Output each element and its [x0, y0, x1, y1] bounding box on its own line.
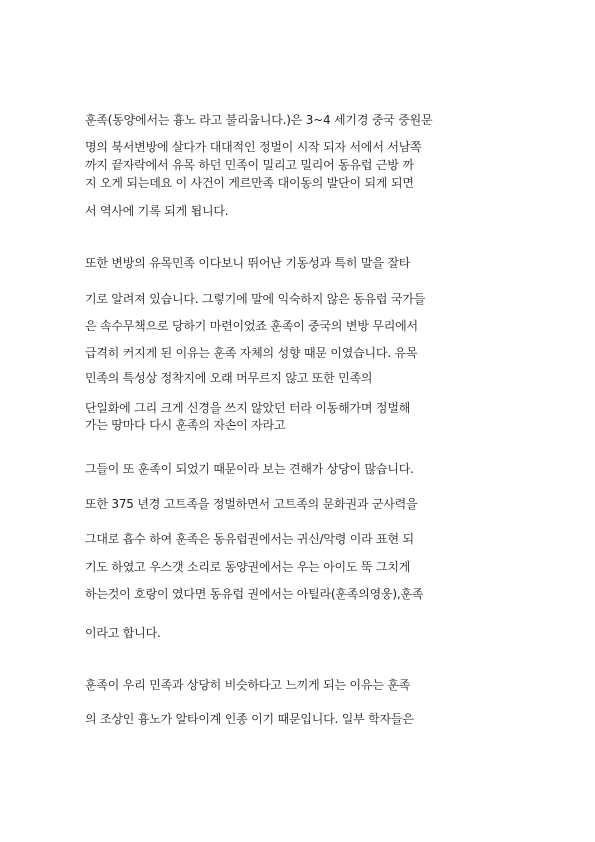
- text-line: 그대로 흡수 하여 훈족은 동유럽권에서는 귀신/악령 이라 표현 되: [85, 532, 414, 546]
- text-line: 기도 하였고 우스갯 소리로 동양권에서는 우는 아이도 뚝 그치게: [85, 560, 411, 574]
- text-line: 명의 북서변방에 살다가 대대적인 정벌이 시작 되자 서에서 서남쪽: [85, 140, 422, 154]
- text-line: 의 조상인 흉노가 알타이계 인종 이기 때문입니다. 일부 학자들은: [85, 712, 414, 726]
- text-line: 지 오게 되는데요 이 사건이 게르만족 대이동의 발단이 되게 되면: [85, 176, 414, 190]
- text-line: 그들이 또 훈족이 되었기 때문이라 보는 견해가 상당이 많습니다.: [85, 462, 414, 476]
- text-line: 또한 변방의 유목민족 이다보니 뛰어난 기동성과 특히 말을 잘타: [85, 256, 411, 270]
- text-line: 단일화에 그리 크게 신경을 쓰지 않았던 터라 이동해가며 정벌해: [85, 401, 411, 415]
- text-line: 하는것이 호랑이 였다면 동유럽 권에서는 아틸라(훈족의영웅),훈족: [85, 587, 424, 601]
- text-line: 이라고 합니다.: [85, 626, 161, 640]
- text-line: 훈족(동양에서는 흉노 라고 불리웁니다.)은 3~4 세기경 중국 중원문: [85, 113, 433, 127]
- text-line: 가는 땅마다 다시 훈족의 자손이 자라고: [85, 418, 286, 432]
- text-line: 기로 알려져 있습니다. 그렇기에 말에 익숙하지 않은 동유럽 국가들: [85, 292, 426, 306]
- text-line: 서 역사에 기록 되게 됩니다.: [85, 204, 229, 218]
- text-line: 은 속수무책으로 당하기 마련이었죠 훈족이 중국의 변방 무리에서: [85, 319, 418, 333]
- text-line: 또한 375 년경 고트족을 정벌하면서 고트족의 문화권과 군사력을: [85, 497, 418, 511]
- text-line: 민족의 특성상 정착지에 오래 머무르지 않고 또한 민족의: [85, 371, 373, 385]
- text-line: 급격히 커지게 된 이유는 훈족 자체의 성향 때문 이였습니다. 유목: [85, 346, 418, 360]
- text-line: 훈족이 우리 민족과 상당히 비슷하다고 느끼게 되는 이유는 훈족: [85, 678, 411, 692]
- text-line: 까지 끝자락에서 유목 하던 민족이 밀리고 밀리어 동유럽 근방 까: [85, 158, 414, 172]
